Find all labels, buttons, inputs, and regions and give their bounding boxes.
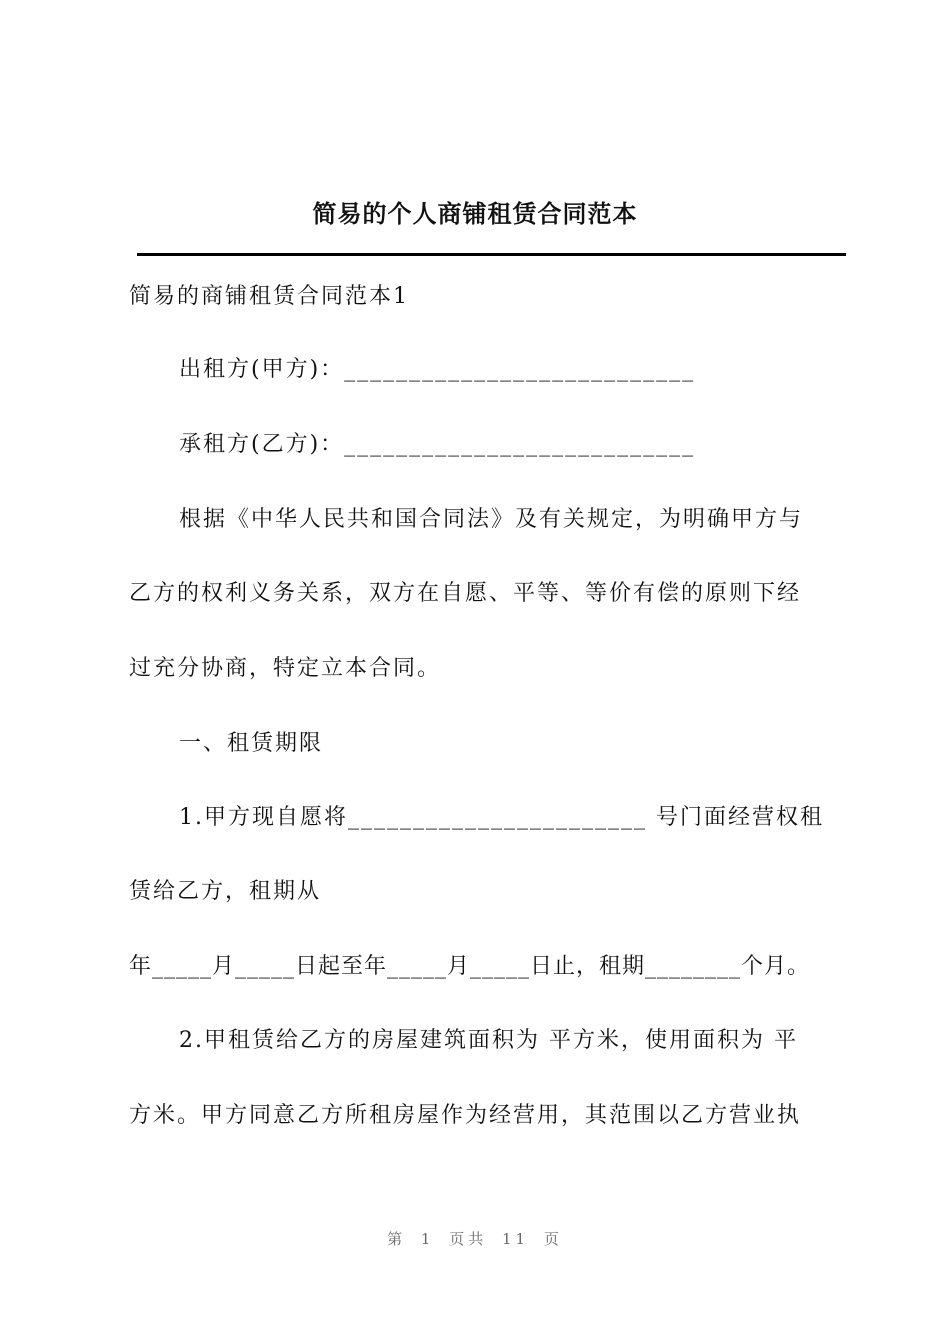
clause-line: 赁给乙方，租期从 (129, 879, 322, 904)
title-underline (137, 253, 846, 256)
lessor-line: 出租方(甲方)：___________________________ (179, 357, 696, 382)
clause-heading: 一、租赁期限 (179, 731, 324, 756)
paragraph-line: 过充分协商，特定立本合同。 (129, 656, 442, 681)
page-footer: 第 1 页共 11 页 (387, 1230, 563, 1248)
paragraph-line: 乙方的权利义务关系，双方在自愿、平等、等价有偿的原则下经 (129, 581, 802, 606)
document-title: 简易的个人商铺租赁合同范本 (312, 199, 638, 228)
clause-line: 2.甲租赁给乙方的房屋建筑面积为 平方米，使用面积为 平 (179, 1028, 798, 1053)
paragraph-line: 根据《中华人民共和国合同法》及有关规定，为明确甲方与 (179, 507, 804, 532)
clause-line: 年_____月_____日起至年_____月_____日止，租期________个月。 (129, 954, 811, 979)
clause-line: 1.甲方现自愿将_______________________ 号门面经营权租 (179, 805, 824, 830)
clause-line: 方米。甲方同意乙方所租房屋作为经营用，其范围以乙方营业执 (129, 1103, 802, 1128)
section-heading: 简易的商铺租赁合同范本1 (129, 284, 409, 309)
lessee-line: 承租方(乙方)：___________________________ (179, 432, 696, 457)
